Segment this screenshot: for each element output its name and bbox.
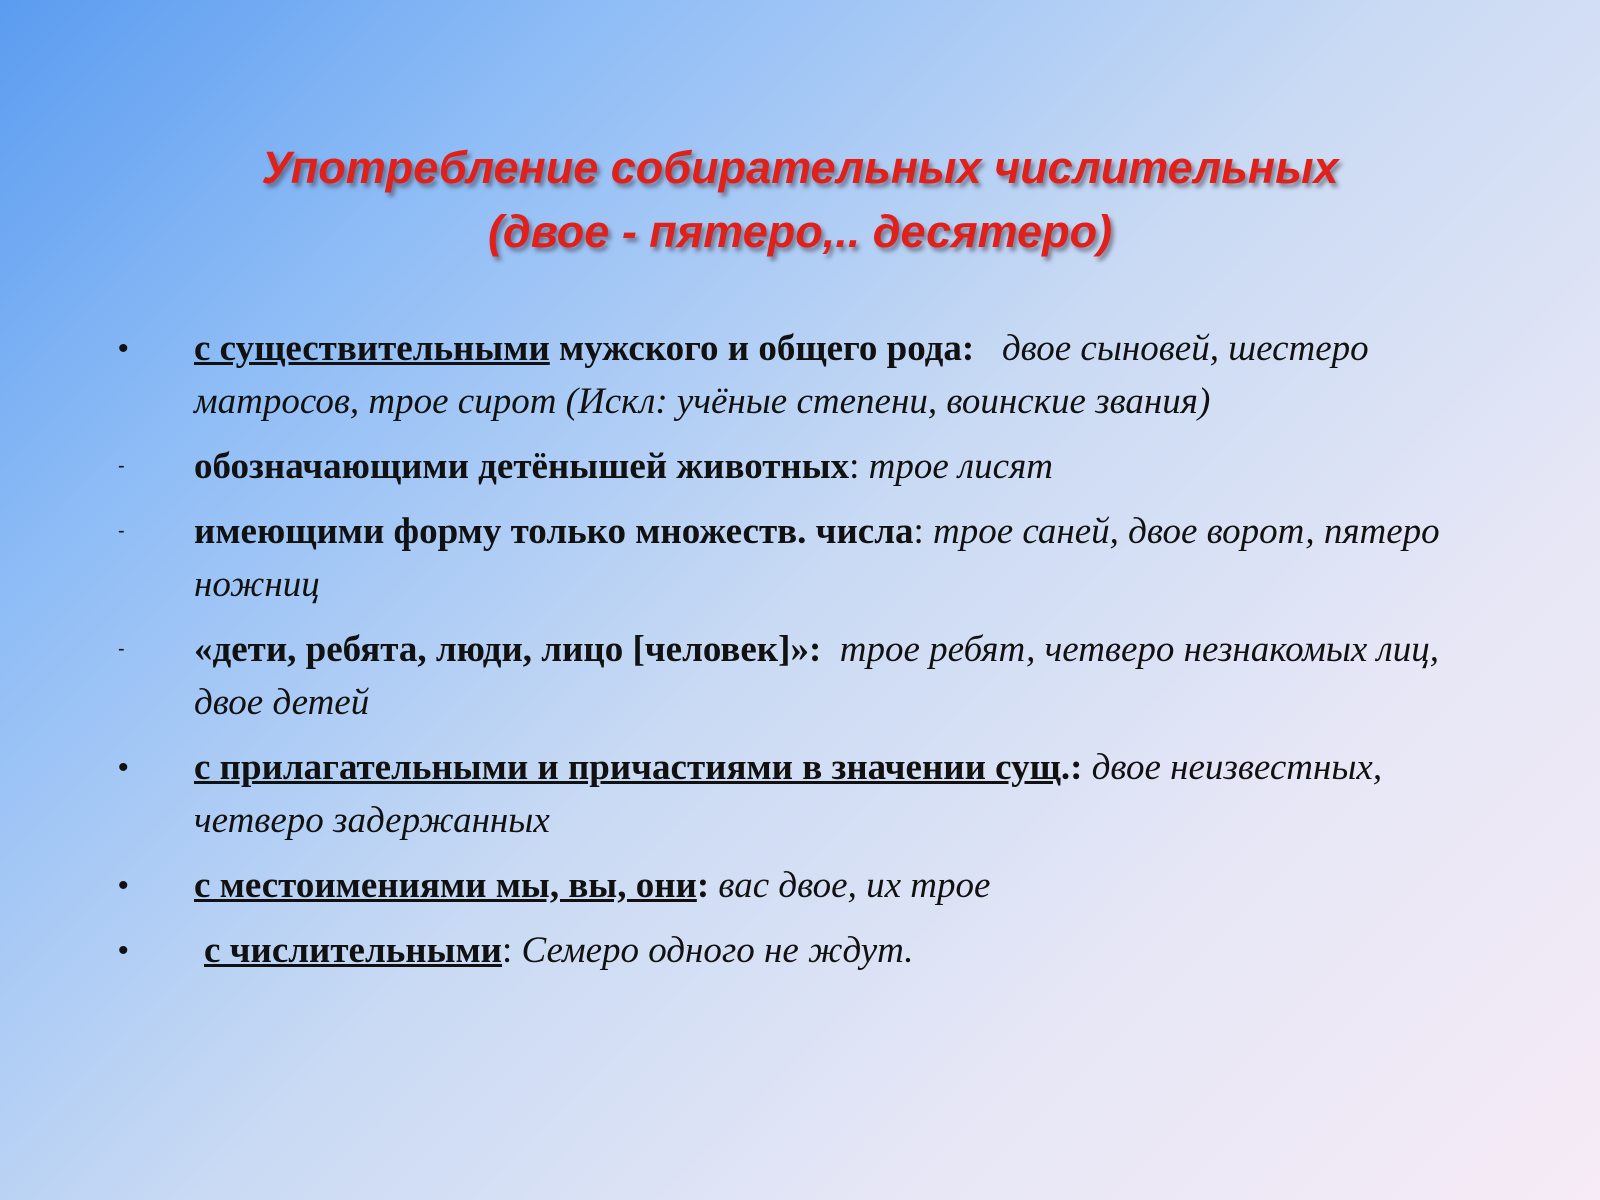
item-separator: :	[502, 930, 522, 971]
item-bold-text: мужского и общего рода:	[549, 328, 975, 369]
item-bold-text: имеющими форму только множеств. числа	[194, 511, 914, 552]
item-examples: Семеро одного не ждут.	[521, 930, 914, 971]
slide-title	[0, 136, 1600, 264]
bullet-marker: •	[118, 934, 129, 967]
item-underlined-term: с числительными	[204, 930, 503, 971]
dash-marker: -	[118, 638, 125, 660]
rule-list	[0, 322, 1600, 977]
item-separator: :	[849, 446, 869, 487]
bullet-marker: •	[118, 751, 129, 784]
item-bold-text: :	[696, 865, 710, 906]
item-examples: трое ребят, четверо незнакомых лиц, двое детей	[194, 629, 1439, 723]
item-separator	[821, 629, 840, 670]
item-examples: вас двое, их трое	[718, 865, 991, 906]
title-line-2: (двое - пятеро,.. десятеро)	[487, 206, 1113, 257]
item-bold-text: обозначающими детёнышей животных	[194, 446, 850, 487]
item-bold-text: «дети, ребята, люди, лицо [человек]»:	[194, 629, 822, 670]
dash-marker: -	[118, 520, 125, 542]
item-underlined-term: с существительными	[194, 328, 550, 369]
list-item	[0, 322, 1600, 428]
item-examples: трое саней, двое ворот, пятеро ножниц	[194, 511, 1440, 605]
bullet-marker: •	[118, 332, 129, 365]
dash-marker: -	[118, 455, 125, 477]
item-separator	[974, 328, 1002, 369]
list-item	[0, 859, 1600, 912]
item-underlined-term: с местоимениями мы, вы, они	[194, 865, 697, 906]
list-item	[0, 440, 1600, 493]
item-separator: :	[913, 511, 934, 552]
title-line-1: Употребление собирательных числительных	[261, 142, 1339, 193]
list-item	[0, 924, 1600, 977]
item-separator	[1082, 747, 1091, 788]
list-item	[0, 505, 1600, 611]
item-examples: трое лисят	[868, 446, 1054, 487]
bullet-marker: •	[118, 869, 129, 902]
list-item	[0, 623, 1600, 729]
list-item	[0, 741, 1600, 847]
item-examples: двое сыновей, шестеро матросов, трое сирот (Искл: учёные степени, воинские звания)	[194, 328, 1369, 422]
item-examples: двое неизвестных, четверо задержанных	[194, 747, 1383, 841]
item-bold-text: .:	[1060, 747, 1083, 788]
item-underlined-term: с прилагательными и причастиями в значении сущ	[194, 747, 1061, 788]
